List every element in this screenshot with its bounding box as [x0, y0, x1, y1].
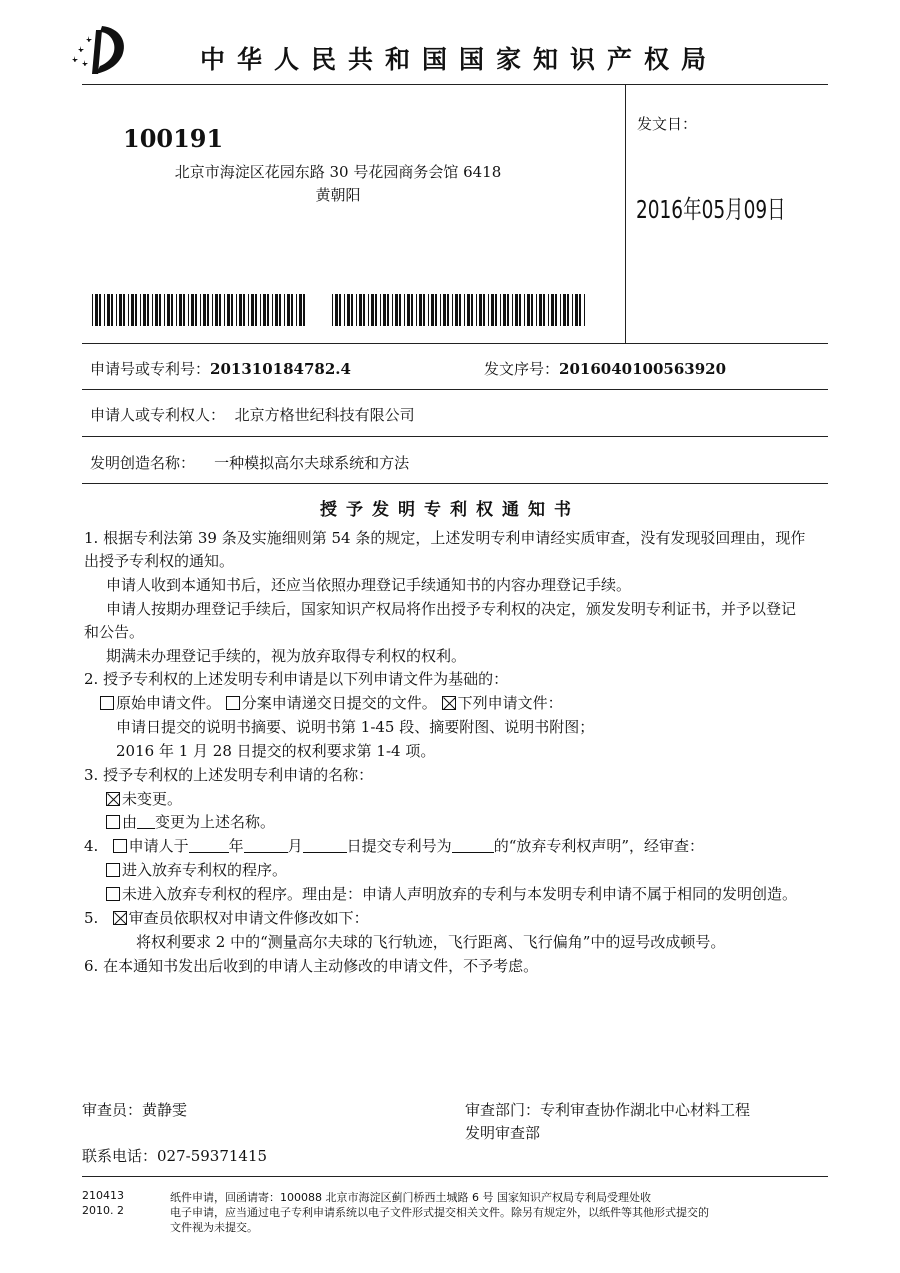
barcode-right: [332, 294, 588, 326]
p1-line2: 出授予专利权的通知。: [84, 552, 235, 570]
checkbox-not-enter-waiver[interactable]: [106, 887, 120, 901]
p3-opt2-b: 变更为上述名称。: [155, 813, 276, 831]
fields-rule-1: [82, 343, 828, 344]
p3-opt1: [106, 788, 182, 809]
p4-a: 申请人于: [128, 837, 189, 855]
date-divider: [625, 84, 626, 343]
p1-line3: 申请人收到本通知书后，还应当依照办理登记手续通知书的内容办理登记手续。: [106, 576, 632, 594]
postcode: 100191: [123, 124, 224, 153]
fields-rule-2: [82, 389, 828, 390]
applicant-value: 北京方格世纪科技有限公司: [234, 406, 415, 424]
contact-phone: 联系电话：027-59371415: [82, 1147, 268, 1165]
blank-patent-no: [452, 838, 494, 853]
p4-opt2-label: 未进入放弃专利权的程序。理由是：申请人声明放弃的专利与本发明专利申请不属于相同的发明创造。: [122, 885, 798, 903]
p6-line1: 6. 在本通知书发出后收到的申请人主动修改的申请文件，不予考虑。: [84, 957, 539, 975]
footer-line2: 电子申请，应当通过电子专利申请系统以电子文件形式提交相关文件。除另有规定外，以纸件等其他形式提交的: [170, 1206, 709, 1219]
checkbox-original-docs[interactable]: [100, 696, 114, 710]
p2-line4: 2016 年 1 月 28 日提交的权利要求第 1-4 项。: [116, 742, 436, 760]
p5-line2: 将权利要求 2 中的“测量高尔夫球的飞行轨迹，飞行距离、飞行偏角”中的逗号改成顿号。: [136, 933, 726, 951]
blank-month: [244, 838, 288, 853]
checkbox-enter-waiver[interactable]: [106, 863, 120, 877]
mailing-address: 北京市海淀区花园东路 30 号花园商务会馆 6418: [174, 163, 502, 181]
application-number-value: 201310184782.4: [210, 360, 351, 378]
applicant: [90, 404, 415, 425]
p2-opt2-label: 分案申请递交日提交的文件。: [241, 694, 437, 712]
header-rule: [82, 84, 828, 85]
p1-line5: 和公告。: [84, 623, 145, 641]
p4-opt1: [106, 859, 287, 880]
issue-date-label: 发文日：: [637, 115, 698, 133]
department-line1: 审查部门：专利审查协作湖北中心材料工程: [465, 1101, 751, 1119]
form-code: 210413: [82, 1189, 124, 1202]
checkbox-examiner-amend[interactable]: [113, 911, 127, 925]
footer-line1: 纸件申请，回函请寄：100088 北京市海淀区蓟门桥西土城路 6 号 国家知识产权局专利局受理处收: [170, 1191, 651, 1204]
p3-opt2: [106, 811, 275, 832]
barcode-left: [92, 294, 310, 326]
org-name: 中华人民共和国国家知识产权局: [200, 45, 719, 74]
p4-opt2: [106, 883, 797, 904]
application-number-label: 申请号或专利号：: [90, 360, 211, 378]
p3-line1: 3. 授予专利权的上述发明专利申请的名称：: [84, 766, 374, 784]
department-line2: 发明审查部: [465, 1124, 541, 1142]
p4-opt1-label: 进入放弃专利权的程序。: [122, 861, 288, 879]
footer-rule: [82, 1176, 828, 1177]
notice-title: 授予发明专利权通知书: [320, 500, 580, 520]
recipient-name: 黄朝阳: [315, 186, 361, 204]
invention-title-label: 发明创造名称：: [90, 454, 196, 472]
serial-number-label: 发文序号：: [484, 360, 560, 378]
checkbox-name-changed[interactable]: [106, 815, 120, 829]
fields-rule-3: [82, 436, 828, 437]
p3-opt2-a: 由: [122, 813, 138, 831]
p4-line1: [84, 835, 704, 856]
issue-date-value: 2016年05月09日: [636, 195, 786, 224]
p5-line1: [84, 907, 369, 928]
p2-options: [100, 692, 563, 713]
fields-rule-4: [82, 483, 828, 484]
p4-e: 的“放弃专利权声明”，经审查：: [493, 837, 705, 855]
blank-old-name: [137, 814, 155, 829]
serial-number-value: 2016040100563920: [559, 360, 727, 378]
checkbox-waiver[interactable]: [113, 839, 127, 853]
blank-year: [189, 838, 229, 853]
form-version: 2010. 2: [82, 1204, 124, 1217]
p2-line1: 2. 授予专利权的上述发明专利申请是以下列申请文件为基础的：: [84, 670, 509, 688]
p2-opt1-label: 原始申请文件。: [116, 694, 222, 712]
applicant-label: 申请人或专利权人：: [90, 406, 226, 424]
p1-line6: 期满未办理登记手续的，视为放弃取得专利权的权利。: [106, 647, 467, 665]
p4-d: 日提交专利号为: [346, 837, 452, 855]
footer-line3: 文件视为未提交。: [170, 1221, 258, 1234]
serial-number: [484, 358, 726, 379]
p1-line4: 申请人按期办理登记手续后，国家知识产权局将作出授予专利权的决定，颁发发明专利证书，并予以登记: [106, 600, 797, 618]
invention-title-value: 一种模拟高尔夫球系统和方法: [214, 454, 410, 472]
p2-opt3-label: 下列申请文件：: [457, 694, 563, 712]
checkbox-name-unchanged[interactable]: [106, 792, 120, 806]
invention-title: [90, 452, 409, 473]
p2-line3: 申请日提交的说明书摘要、说明书第 1-45 段、摘要附图、说明书附图；: [116, 718, 595, 736]
p5-opt-label: 审查员依职权对申请文件修改如下：: [128, 909, 369, 927]
p4-num: 4.: [84, 837, 99, 855]
p4-b: 年: [228, 837, 244, 855]
p1-line1: 1. 根据专利法第 39 条及实施细则第 54 条的规定，上述发明专利申请经实质审查，没有发现驳回理由，现作: [84, 529, 806, 547]
sipo-logo: [66, 22, 130, 78]
application-number: [90, 358, 351, 379]
checkbox-listed-docs[interactable]: [442, 696, 456, 710]
checkbox-divisional-docs[interactable]: [226, 696, 240, 710]
blank-day: [303, 838, 347, 853]
p5-num: 5.: [84, 909, 99, 927]
examiner: 审查员：黄静雯: [82, 1101, 188, 1119]
p4-c: 月: [287, 837, 303, 855]
p3-opt1-label: 未变更。: [122, 790, 183, 808]
